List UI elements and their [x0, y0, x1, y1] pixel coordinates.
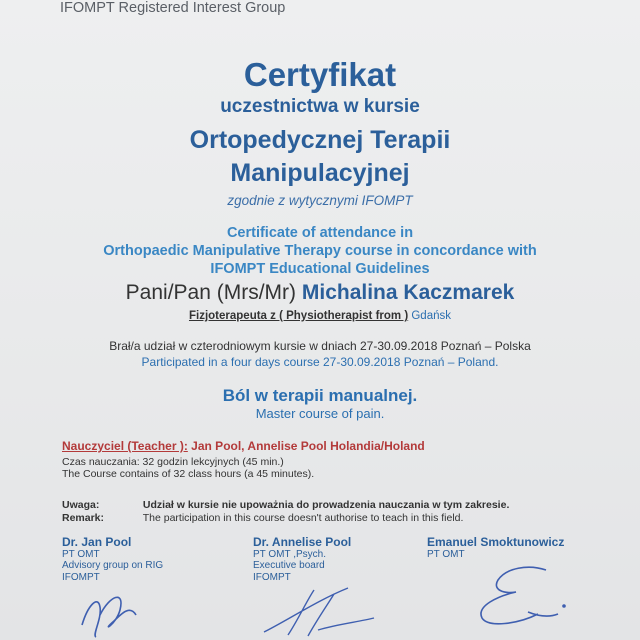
participant-name-line	[0, 281, 640, 305]
signatory-title: PT OMT	[427, 548, 465, 560]
signatory-name: Dr. Annelise Pool	[253, 535, 352, 549]
signatory-jan-pool	[62, 537, 163, 583]
remark-label: Remark:	[62, 512, 105, 524]
english-line-3: IFOMPT Educational Guidelines	[210, 261, 430, 277]
signature-emanuel-icon	[468, 560, 578, 635]
signatory-name: Emanuel Smoktunowicz	[427, 535, 565, 549]
teacher-line	[62, 439, 425, 453]
duration-polish: Czas nauczania: 32 godzin lekcyjnych (45 min.)	[62, 456, 284, 468]
teacher-names: Jan Pool, Annelise Pool Holandia/Holand	[191, 439, 425, 453]
signatory-title: Advisory group on RIG	[62, 560, 164, 571]
uwaga-text: Udział w kursie nie upoważnia do prowadzenia nauczania w tym zakresie.	[142, 499, 510, 511]
note-uwaga	[62, 499, 509, 511]
remark-text: The participation in this course doesn't authorise to teach in this field.	[142, 512, 464, 524]
signatory-annelise-pool	[253, 537, 351, 583]
subtitle-course-name	[0, 124, 640, 190]
course-duration	[62, 456, 314, 480]
participant-name: Michalina Kaczmarek	[301, 281, 515, 304]
english-line-1: Certificate of attendance in	[226, 225, 414, 241]
uwaga-label: Uwaga:	[62, 499, 100, 511]
subtitle-line-2: Ortopedycznej Terapii	[189, 126, 451, 154]
signatory-title: PT OMT ,Psych.	[253, 548, 326, 560]
subtitle-line-4: zgodnie z wytycznymi IFOMPT	[227, 193, 413, 208]
signatory-title: IFOMPT	[253, 571, 291, 583]
participant-city: Gdańsk	[411, 310, 451, 322]
note-remark	[62, 512, 463, 524]
signatory-title: PT OMT	[62, 548, 100, 560]
participant-prefix: Pani/Pan (Mrs/Mr)	[125, 281, 297, 304]
course-name-english: Master course of pain.	[255, 406, 385, 421]
duration-english: The Course contains of 32 class hours (a 45 minutes).	[62, 468, 315, 480]
participation-polish: Brał/a udział w czterodniowym kursie w dniach 27-30.09.2018 Poznań – Polska	[109, 339, 531, 353]
signatory-title: Executive board	[253, 560, 325, 571]
certificate-title: Certyfikat	[243, 56, 397, 93]
profession-label: Fizjoterapeuta z ( Physiotherapist from )	[188, 310, 409, 322]
course-name-polish: Ból w terapii manualnej.	[222, 386, 418, 405]
signatory-name: Dr. Jan Pool	[62, 535, 132, 549]
teacher-label: Nauczyciel (Teacher ):	[62, 439, 188, 453]
signatory-title: IFOMPT	[62, 571, 100, 583]
profession-line	[0, 310, 640, 322]
signature-annelise-pool-icon	[258, 580, 378, 640]
signature-jan-pool-icon	[70, 585, 150, 640]
english-certificate-block	[0, 224, 640, 278]
subtitle-line-1: uczestnictwa w kursie	[220, 96, 420, 117]
signatory-emanuel-smoktunowicz	[427, 537, 564, 560]
english-line-2: Orthopaedic Manipulative Therapy course in concordance with	[103, 243, 537, 259]
subtitle-line-3: Manipulacyjnej	[230, 159, 410, 187]
participation-english: Participated in a four days course 27-30.09.2018 Poznań – Poland.	[141, 355, 499, 369]
org-header: IFOMPT Registered Interest Group	[60, 0, 286, 16]
